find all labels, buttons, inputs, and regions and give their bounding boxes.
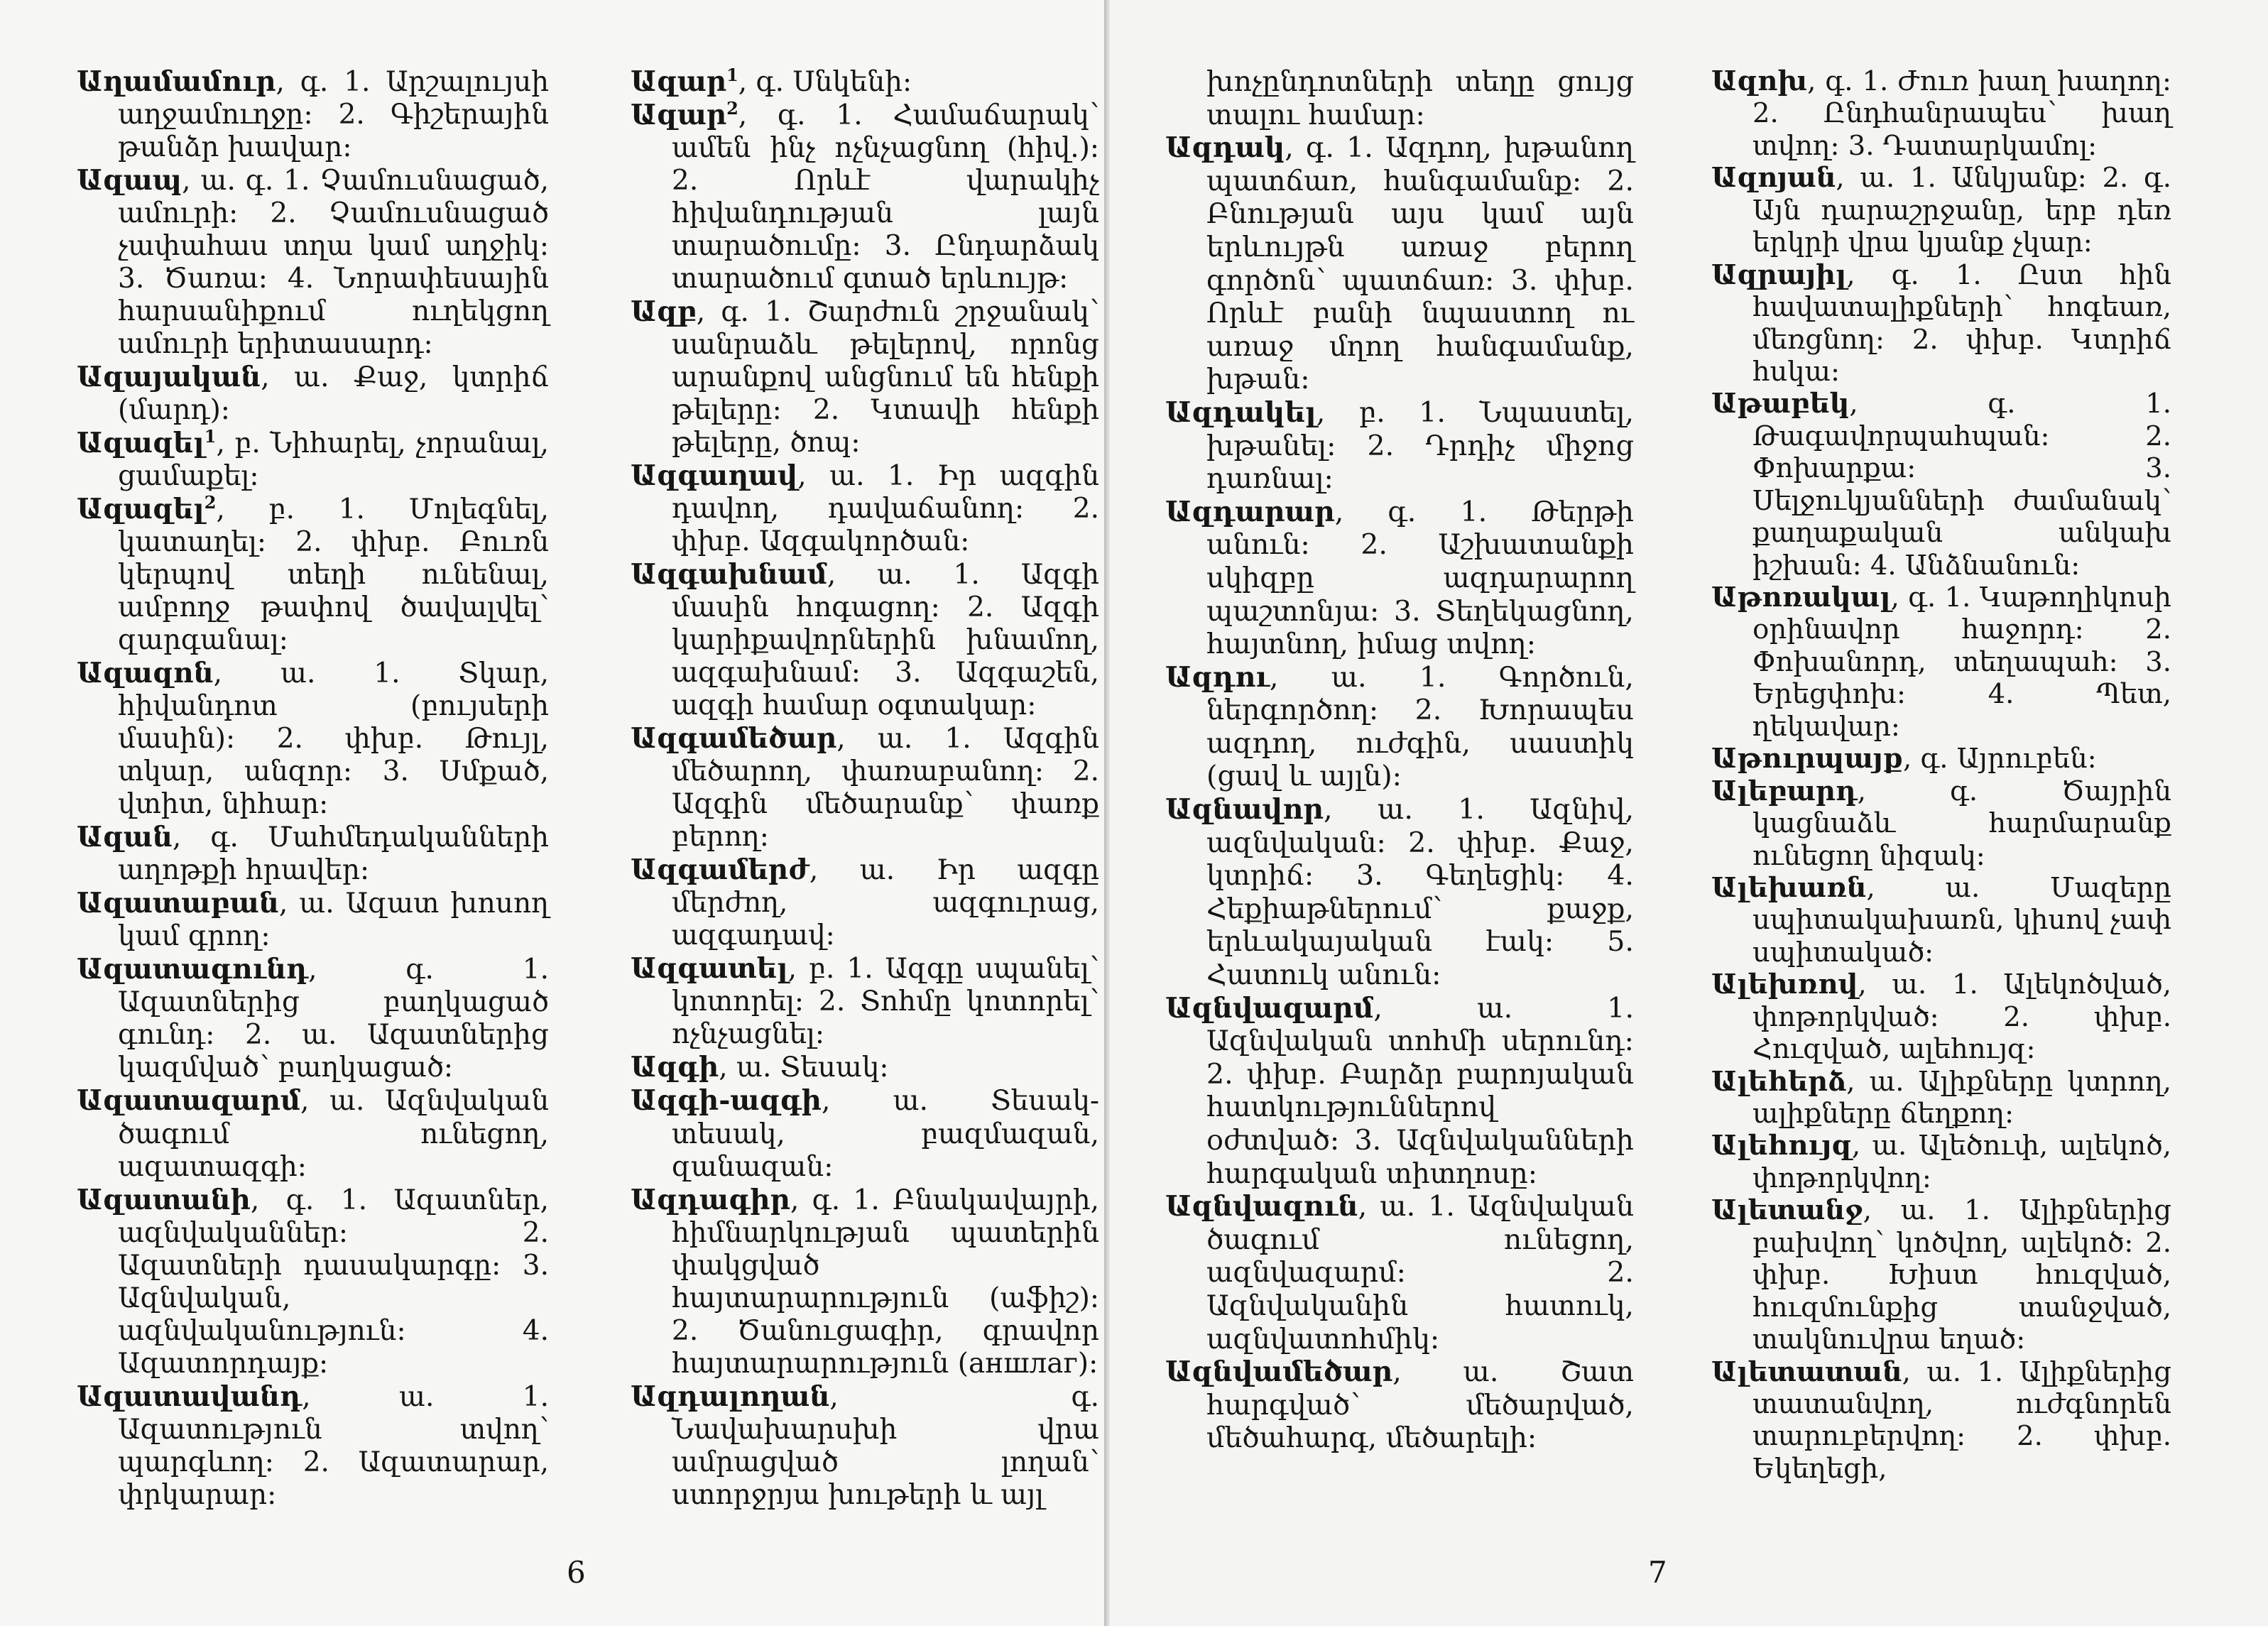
- definition-text: , գ. 1. Թագավորպահպան: 2. Փոխարքա: 3. Սելջուկյանների ժամանակ՝ քաղաքական անկախ իշխան: 4. Անձնանուն:: [1752, 388, 2171, 582]
- page-number-right: 7: [1648, 1555, 1667, 1590]
- dictionary-entry: [77, 65, 549, 164]
- headword-text: Ազնվազարմ: [1165, 991, 1374, 1025]
- definition-text: , գ. 1. Շարժուն շրջանակ՝ սանրաձև թելերով, որոնց արանքով անցնում են հենքի թելերը: 2. Կտավի հենքի թելերը, ծոպ:: [672, 296, 1099, 459]
- headword: [1711, 743, 1903, 775]
- dictionary-entry: [1165, 131, 1634, 396]
- headword-text: Ազար: [631, 65, 727, 98]
- headword-text: Ազազոն: [77, 657, 214, 690]
- headword: [77, 821, 173, 853]
- dictionary-entry: [631, 853, 1099, 952]
- definition-text: , գ. Ծայրին կացնաձև հարմարանք ունեցող նիզակ:: [1752, 775, 2171, 872]
- dictionary-entry: [1711, 65, 2171, 162]
- headword-text: Ազդարար: [1165, 495, 1335, 528]
- dictionary-entry: [77, 493, 549, 657]
- headword: [1165, 1190, 1358, 1223]
- headword: [1711, 388, 1849, 420]
- dictionary-entry: [1165, 1355, 1634, 1455]
- headword: [1165, 496, 1335, 528]
- dictionary-entry: [631, 1380, 1099, 1512]
- definition-text: , գ. 1. Ազդող, խթանող պատճառ, հանգամանք: 2. Բնության այս կամ այն երևույթն առաջ բերող գործոն՝ պատճառ: 3. փխբ. Որևէ բանի նպաստող ու առաջ մղող հանգամանք, խթան:: [1206, 131, 1634, 396]
- dictionary-entry: [77, 1380, 549, 1512]
- headword-text: Ազնվամեծար: [1165, 1355, 1393, 1389]
- dictionary-entry: [77, 953, 549, 1084]
- headword: [1165, 992, 1373, 1025]
- left-page-column-1: [77, 65, 549, 1512]
- definition-text: , գ. 1. Կաթողիկոսի օրինավոր հաջորդ: 2. Փոխանորդ, տեղապահ: 3. Երեցփոխ: 4. Պետ, ղեկավար:: [1752, 582, 2171, 743]
- definition-text: , բ. 1. Մոլեգնել, կատաղել: 2. փխբ. Բուռն կերպով տեղի ունենալ, ամբողջ թափով ծավալվել՝ զարգանալ:: [118, 493, 549, 657]
- dictionary-entry: [631, 722, 1099, 853]
- dictionary-entry: [77, 164, 549, 361]
- definition-text: , ա. Տեսակ:: [719, 1052, 889, 1084]
- dictionary-entry: [1711, 582, 2171, 743]
- dictionary-entry: [77, 427, 549, 493]
- dictionary-entry: [1711, 1066, 2171, 1130]
- headword: [1711, 968, 1858, 1000]
- left-page-column-2: [631, 65, 1099, 1512]
- definition-text: , բ. 1. Նպաստել, խթանել: 2. Դրդիչ միջոց դառնալ:: [1206, 395, 1634, 496]
- headword: [1711, 1356, 1902, 1388]
- headword-text: Ազրայիլ: [1711, 258, 1847, 291]
- headword-text: Ազազել: [77, 493, 205, 526]
- headword-text: Ազդակել: [1165, 395, 1316, 429]
- headword: [77, 493, 216, 525]
- headword-text: Ազբ: [631, 295, 697, 329]
- headword-text: Ազապ: [77, 164, 182, 197]
- definition-text: , գ. 1. Ազատներ, ազնվականներ: 2. Ազատների դասակարգը: 3. Ազնվական, ազնվականություն: 4. Ազատորդայք:: [118, 1184, 549, 1380]
- definition-text: , գ. Այրուբեն:: [1903, 743, 2097, 775]
- headword: [77, 657, 214, 689]
- headword-text: Ազգի-ազգի: [631, 1084, 822, 1118]
- headword-text: Ալետանջ: [1711, 1194, 1863, 1227]
- headword: [631, 1380, 829, 1413]
- headword-text: Ազատագունդ: [77, 953, 309, 986]
- dictionary-entry: [1165, 992, 1634, 1191]
- headword-text: Ալեբարդ: [1711, 775, 1858, 807]
- definition-text: , գ. Մահմեդականների աղոթքի հրավեր:: [118, 822, 549, 887]
- definition-text: , ա. Ազատ խոսող կամ գրող:: [118, 888, 549, 953]
- right-page: [1110, 0, 2268, 1626]
- headword-text: Աղամամուր: [77, 65, 276, 98]
- dictionary-entry: [77, 1184, 549, 1380]
- headword-text: Ազդու: [1165, 660, 1270, 694]
- headword-text: Ազգամեծար: [631, 722, 837, 755]
- definition-text: , ա. Տեսակ-տեսակ, բազմազան, զանազան:: [672, 1085, 1099, 1183]
- headword-text: Ազնվազուն: [1165, 1190, 1358, 1223]
- definition-text: , ա. Մազերը սպիտակախառն, կիսով չափ սպիտակած:: [1752, 871, 2171, 968]
- headword: [631, 952, 788, 985]
- headword-text: Ալեխառն: [1711, 871, 1867, 904]
- headword-text: Ալեխռով: [1711, 968, 1858, 1001]
- headword-text: Ազատավանդ: [77, 1380, 302, 1413]
- headword-text: Ազգաղավ: [631, 459, 798, 493]
- headword-text: Ազգի: [631, 1051, 719, 1084]
- definition-text: , ա. Ազնվական ծագում ունեցող, ազատազգի:: [118, 1085, 549, 1183]
- headword: [631, 722, 836, 755]
- homonym-index: 1: [204, 426, 217, 447]
- definition-text: , ա. գ. 1. Չամուսնացած, ամուրի: 2. Չամուսնացած չափահաս տղա կամ աղջիկ: 3. Ծառա: 4. Նորափեսային հարսանիքում ուղեկցող ամուրի երիտասարդ:: [118, 165, 549, 361]
- headword: [1165, 396, 1316, 429]
- headword: [1165, 661, 1270, 694]
- definition-text: , ա. 1. Ալիքներից բախվող՝ կոծվող, ալեկոծ: 2. փխբ. Խիստ հուզված, հուզմունքից տանջված, տակնուվրա եղած:: [1752, 1194, 2171, 1356]
- dictionary-entry: [1711, 1356, 2171, 1485]
- definition-text: , գ. 1. Ժուռ խաղ խաղող: 2. Ընդհանրապես՝ խաղ տվող: 3. Դատարկամոլ:: [1752, 65, 2171, 162]
- headword: [631, 65, 738, 98]
- dictionary-entry: [1711, 162, 2171, 258]
- headword-text: Ազատանի: [77, 1183, 251, 1216]
- headword: [1711, 1194, 1863, 1226]
- definition-text: , ա. 1. Ալեկոծված, փոթորկված: 2. փխբ. Հուզված, ալեհույզ:: [1752, 968, 2171, 1066]
- headword-text: Ազատաբան: [77, 887, 279, 920]
- dictionary-entry: [631, 1184, 1099, 1380]
- dictionary-entry: [631, 65, 1099, 99]
- definition-text: , ա. 1. Ազգին մեծարող, փառաբանող: 2. Ազգին մեծարանք՝ փառք բերող:: [672, 723, 1099, 853]
- headword-text: Ազայական: [77, 361, 261, 394]
- definition-text: , գ. 1. Բնակավայրի, հիմնարկության պատերին փակցված հայտարարություն (աֆիշ): 2. Ծանուցագիր, գրավոր հայտարարություն (аншлаг):: [672, 1184, 1099, 1380]
- dictionary-entry: [631, 295, 1099, 459]
- dictionary-entry: [1711, 1194, 2171, 1355]
- dictionary-entry: [631, 1051, 1099, 1084]
- definition-text: , գ. 1. Ըստ հին հավատալիքների՝ հոգեառ, մեռցնող: 2. փխբ. Կտրիճ հսկա:: [1752, 258, 2171, 388]
- definition-text: , գ. Նավախարսխի վրա ամրացված լողան՝ ստորջրյա խութերի և այլ: [672, 1380, 1099, 1511]
- dictionary-entry: [77, 657, 549, 821]
- dictionary-entry: [77, 887, 549, 953]
- definition-text: խոչընդոտների տեղը ցույց տալու համար:: [1206, 65, 1634, 131]
- definition-text: , գ. 1. Ազատներից բաղկացած գունդ: 2. ա. Ազատներից կազմված՝ բաղկացած:: [118, 954, 549, 1084]
- headword-text: Ազոխ: [1711, 65, 1808, 97]
- headword: [77, 164, 182, 197]
- definition-text: , գ. 1. Արշալույսի աղջամուղջը: 2. Գիշերային թանձր խավար:: [118, 66, 549, 164]
- dictionary-entry: [1711, 872, 2171, 968]
- headword-text: Ազոյան: [1711, 162, 1836, 195]
- headword: [77, 361, 261, 393]
- book-gutter: [1104, 0, 1110, 1626]
- right-page-column-1: [1165, 65, 1634, 1455]
- dictionary-entry: [1165, 661, 1634, 793]
- headword: [631, 459, 797, 492]
- headword-text: Աթոռակալ: [1711, 582, 1891, 613]
- definition-text: , ա. Շատ հարգված՝ մեծարված, մեծահարգ, մեծարելի:: [1206, 1355, 1634, 1455]
- definition-text: , բ. 1. Ազգը սպանել՝ կոտորել: 2. Տոհմը կոտորել՝ ոչնչացնել:: [672, 953, 1099, 1051]
- dictionary-entry: [631, 1084, 1099, 1183]
- headword: [631, 1184, 790, 1216]
- definition-text: , բ. Նիհարել, չորանալ, ցամաքել:: [118, 427, 549, 493]
- headword: [1711, 872, 1866, 904]
- headword-text: Ալեհերձ: [1711, 1065, 1847, 1098]
- definition-text: , ա. 1. Ազնիվ, ազնվական: 2. փխբ. Քաջ, կտրիճ: 3. Գեղեցիկ: 4. Հեքիաթներում՝ քաջք, երևակայական էակ: 5. Հատուկ անուն:: [1206, 793, 1634, 992]
- headword-text: Ազգատել: [631, 952, 788, 986]
- headword: [1711, 65, 1807, 97]
- definition-text: , ա. Ալիքները կտրող, ալիքները ճեղքող:: [1752, 1065, 2171, 1130]
- headword-text: Ազար: [631, 99, 727, 132]
- headword-text: Ալետատան: [1711, 1355, 1902, 1388]
- headword: [631, 295, 697, 328]
- dictionary-entry: [77, 361, 549, 427]
- headword: [1711, 1130, 1852, 1162]
- dictionary-entry: [1165, 793, 1634, 992]
- definition-text: , ա. Իր ազգը մերժող, ազգուրաց, ազգադավ:: [672, 854, 1099, 952]
- headword: [631, 853, 809, 886]
- dictionary-entry: [1165, 1190, 1634, 1355]
- headword: [631, 1084, 822, 1117]
- dictionary-entry: [1165, 65, 1634, 131]
- headword: [77, 1084, 300, 1117]
- definition-text: , ա. Ալեծուփ, ալեկոծ, փոթորկվող:: [1752, 1130, 2171, 1194]
- dictionary-entry: [631, 952, 1099, 1051]
- headword-text: Ազդագիր: [631, 1183, 790, 1216]
- homonym-index: 1: [726, 65, 738, 85]
- definition-text: , ա. 1. Տկար, հիվանդոտ (բույսերի մասին): 2. փխբ. Թույլ, տկար, անզոր: 3. Սմքած, վտիտ, նիհար:: [118, 658, 549, 821]
- headword: [631, 1051, 719, 1084]
- headword: [77, 1380, 302, 1413]
- definition-text: , գ. 1. Թերթի անուն: 2. Աշխատանքի սկիզբը ազդարարող պաշտոնյա: 3. Տեղեկացնող, հայտնող, իմաց տվող:: [1206, 495, 1634, 661]
- headword-text: Ազնավոր: [1165, 793, 1324, 826]
- homonym-index: 2: [204, 492, 217, 513]
- definition-text: , գ. 1. Համաճարակ՝ ամեն ինչ ոչնչացնող (հիվ.): 2. Որևէ վարակիչ հիվանդության լայն տարածումը: 3. Ընդարձակ տարածում գտած երևույթ:: [672, 99, 1099, 295]
- headword-text: Ազան: [77, 821, 173, 854]
- dictionary-entry: [1165, 396, 1634, 496]
- definition-text: , ա. Քաջ, կտրիճ (մարդ):: [118, 361, 549, 427]
- headword: [1711, 1066, 1846, 1098]
- headword: [77, 427, 216, 459]
- headword-text: Աթաբեկ: [1711, 388, 1850, 420]
- dictionary-entry: [1711, 259, 2171, 388]
- definition-text: , ա. 1. Ալիքներից տատանվող, ուժգնորեն տարուբերվող: 2. փխբ. Եկեղեցի,: [1752, 1355, 2171, 1485]
- definition-text: , ա. 1. Ազնվական տոհմի սերունդ: 2. փխբ. Բարձր բարոյական հատկություններով օժտված: 3. Ազնվականների հարգական տիտղոսը:: [1206, 991, 1634, 1190]
- dictionary-entry: [1711, 743, 2171, 775]
- headword-text: Ազդակ: [1165, 131, 1285, 165]
- headword: [1711, 162, 1836, 194]
- headword-text: Ազգամերժ: [631, 853, 809, 887]
- definition-text: , ա. 1. Ազգի մասին հոգացող: 2. Ազգի կարիքավորներին խնամող, ազգախնամ: 3. Ազգաշեն, ազգի համար օգտակար:: [672, 559, 1099, 722]
- headword-text: Ազատազարմ: [77, 1084, 301, 1118]
- headword: [77, 1184, 251, 1216]
- headword-text: Ազդալողան: [631, 1380, 830, 1413]
- dictionary-entry: [631, 99, 1099, 295]
- headword: [1165, 793, 1324, 826]
- definition-text: , ա. 1. Ազատություն տվող՝ պարգևող: 2. Ազատարար, փրկարար:: [118, 1380, 549, 1511]
- dictionary-entry: [1711, 968, 2171, 1065]
- homonym-index: 2: [726, 98, 738, 119]
- headword-text: Ազգախնամ: [631, 558, 827, 591]
- headword: [1711, 582, 1891, 613]
- left-page: [0, 0, 1104, 1626]
- dictionary-entry: [1711, 1130, 2171, 1194]
- headword: [77, 953, 308, 986]
- right-page-column-2: [1711, 65, 2171, 1485]
- dictionary-entry: [77, 1084, 549, 1183]
- page-number-left: 6: [567, 1555, 586, 1590]
- definition-text: , ա. 1. Ազնվական ծագում ունեցող, ազնվազարմ: 2. Ազնվականին հատուկ, ազնվատոհմիկ:: [1206, 1190, 1634, 1355]
- dictionary-entry: [77, 821, 549, 887]
- headword-text: Աթուրպայք: [1711, 743, 1904, 775]
- dictionary-entry: [1711, 388, 2171, 582]
- headword-text: Ազազել: [77, 427, 205, 460]
- headword: [1165, 131, 1285, 164]
- headword: [631, 558, 827, 591]
- headword-text: Ալեհույզ: [1711, 1130, 1852, 1162]
- definition-text: , ա. 1. Գործուն, ներգործող: 2. Խորապես ազդող, ուժգին, սաստիկ (ցավ և այլն):: [1206, 660, 1634, 793]
- definition-text: , ա. 1. Իր ազգին դավող, դավաճանող: 2. փխբ. Ազգակործան:: [672, 460, 1099, 558]
- dictionary-entry: [1165, 496, 1634, 661]
- dictionary-entry: [631, 558, 1099, 722]
- dictionary-entry: [631, 459, 1099, 558]
- definition-text: , գ. Սնկենի:: [738, 66, 912, 98]
- headword: [1711, 775, 1858, 807]
- headword: [1165, 1355, 1392, 1388]
- headword: [631, 99, 738, 131]
- headword: [77, 65, 276, 98]
- headword: [1711, 259, 1846, 291]
- dictionary-entry: [1711, 775, 2171, 872]
- headword: [77, 887, 279, 920]
- definition-text: , ա. 1. Անկյանք: 2. գ. Այն դարաշրջանը, երբ դեռ երկրի վրա կյանք չկար:: [1752, 162, 2171, 259]
